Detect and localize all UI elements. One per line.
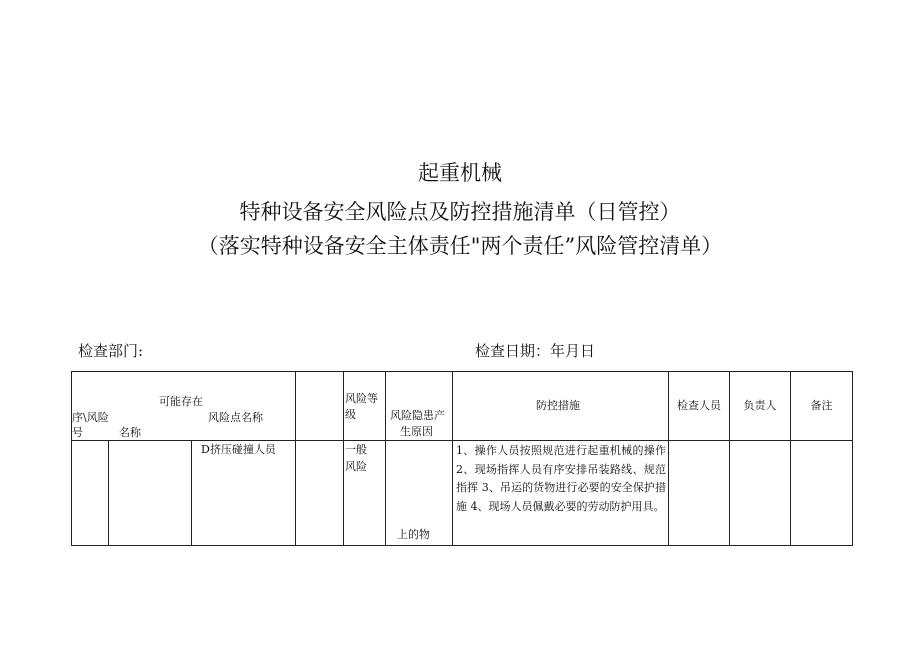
table-header-row bbox=[72, 372, 853, 441]
header-remarks-cell bbox=[791, 372, 853, 441]
header-risk-level-cell bbox=[344, 372, 386, 441]
header-inspector-cell bbox=[669, 372, 730, 441]
header-cause-line1: 风险隐患产 bbox=[390, 409, 446, 422]
row-cause-cell bbox=[386, 441, 453, 546]
header-cause-line2: 生原因 bbox=[400, 425, 434, 438]
doc-title-main: 特种设备安全风险点及防控措施清单（日管控） bbox=[239, 200, 681, 224]
doc-title-equipment: 起重机械 bbox=[418, 161, 502, 185]
header-measures-cell bbox=[453, 372, 669, 441]
row-name-cell bbox=[109, 441, 192, 546]
header-blank-cell bbox=[296, 372, 344, 441]
header-cause-cell bbox=[386, 372, 453, 441]
row-responsible-cell bbox=[730, 441, 791, 546]
header-remarks: 备注 bbox=[810, 399, 833, 412]
inspection-department-label: 检查部门: bbox=[78, 342, 144, 360]
row-risk-point-cell bbox=[192, 441, 296, 546]
doc-title-subtitle: （落实特种设备安全主体责任"两个责任”风险管控清单） bbox=[197, 234, 723, 258]
header-may-exist: 可能存在 bbox=[159, 395, 203, 408]
row-blank-cell bbox=[296, 441, 344, 546]
row-measures-cell bbox=[453, 441, 669, 546]
table-row bbox=[72, 441, 853, 546]
header-risk-level-line1: 风险等 bbox=[345, 392, 379, 405]
header-risk-point-name: 风险点名称 bbox=[208, 411, 263, 424]
row-seq-cell bbox=[72, 441, 109, 546]
row-measures: 1、操作人员按照规范进行起重机械的操作 2、现场指挥人员有序安排吊装路线、规范指挥 3、吊运的货物进行必要的安全保护措施 4、现场人员佩戴必要的劳动防护用具。 bbox=[456, 444, 667, 513]
header-seq-hao: 号 bbox=[72, 426, 83, 439]
row-inspector-cell bbox=[669, 441, 730, 546]
row-risk-level-cell bbox=[344, 441, 386, 546]
row-cause: 上的物 bbox=[397, 528, 431, 541]
header-name: 名称 bbox=[119, 426, 141, 439]
row-risk-level-line1: 一般 bbox=[345, 443, 368, 456]
header-responsible: 负责人 bbox=[743, 399, 777, 412]
header-seq-risk: 序\风险 bbox=[72, 411, 109, 424]
header-risk-level-line2: 级 bbox=[345, 408, 357, 421]
risk-control-table bbox=[71, 371, 853, 546]
inspection-date-label: 检查日期：年月日 bbox=[475, 342, 596, 360]
row-risk-level-line2: 风险 bbox=[345, 460, 368, 473]
header-risk-point-cell bbox=[72, 372, 296, 441]
row-risk-point: D挤压碰撞人员 bbox=[201, 443, 276, 456]
header-inspector: 检查人员 bbox=[677, 399, 722, 412]
header-responsible-cell bbox=[730, 372, 791, 441]
row-remarks-cell bbox=[791, 441, 853, 546]
header-measures: 防控措施 bbox=[536, 399, 581, 412]
